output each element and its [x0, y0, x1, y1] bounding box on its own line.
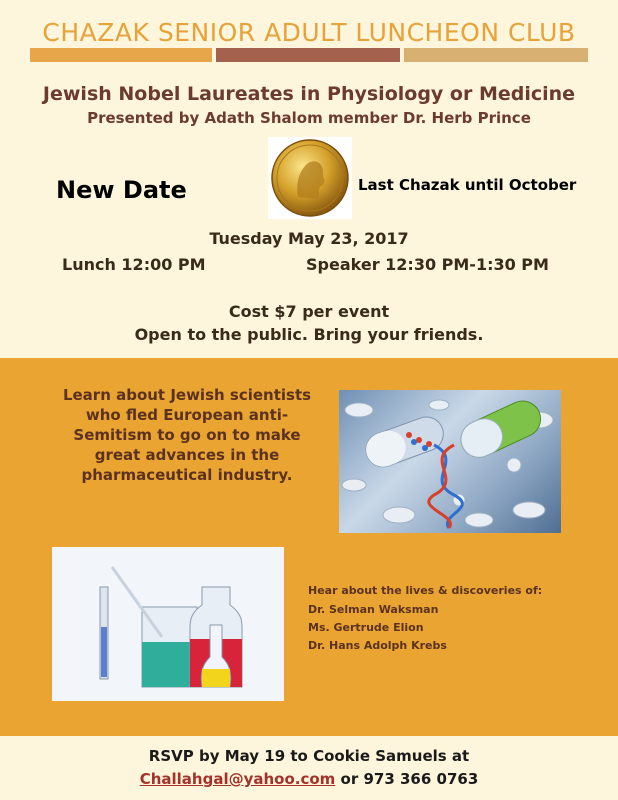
header-bar-middle: [216, 48, 400, 62]
event-title: Jewish Nobel Laureates in Physiology or Medicine: [42, 83, 576, 105]
new-date-label: New Date: [56, 176, 187, 204]
rsvp-line: RSVP by May 19 to Cookie Samuels at: [148, 747, 470, 765]
event-date: Tuesday May 23, 2017: [209, 229, 409, 248]
person-name: Dr. Selman Waksman: [308, 603, 439, 616]
nobel-medal-icon: [268, 137, 352, 219]
lab-glassware-illustration: [52, 547, 284, 701]
pills-dna-illustration: [339, 390, 561, 533]
person-name: Dr. Hans Adolph Krebs: [308, 639, 447, 652]
lunch-time: Lunch 12:00 PM: [62, 255, 206, 274]
learn-about-text: Learn about Jewish scientists who fled European anti-Semitism to go on to make great advances in the pharmaceutical industry.: [62, 386, 312, 484]
speaker-time: Speaker 12:30 PM-1:30 PM: [306, 255, 549, 274]
club-title: CHAZAK SENIOR ADULT LUNCHEON CLUB: [42, 18, 576, 47]
hear-about-heading: Hear about the lives & discoveries of:: [308, 584, 543, 597]
header-bar-right: [404, 48, 588, 62]
presenter-line: Presented by Adath Shalom member Dr. Herb Prince: [87, 109, 531, 127]
open-to-public-line: Open to the public. Bring your friends.: [134, 325, 484, 344]
phone-text: or 973 366 0763: [335, 770, 479, 788]
cost-line: Cost $7 per event: [228, 302, 390, 321]
last-chazak-note: Last Chazak until October: [358, 176, 577, 194]
email-link[interactable]: Challahgal@yahoo.com: [139, 770, 336, 788]
contact-line: [0, 770, 618, 788]
header-bar-left: [30, 48, 212, 62]
person-name: Ms. Gertrude Elion: [308, 621, 424, 634]
